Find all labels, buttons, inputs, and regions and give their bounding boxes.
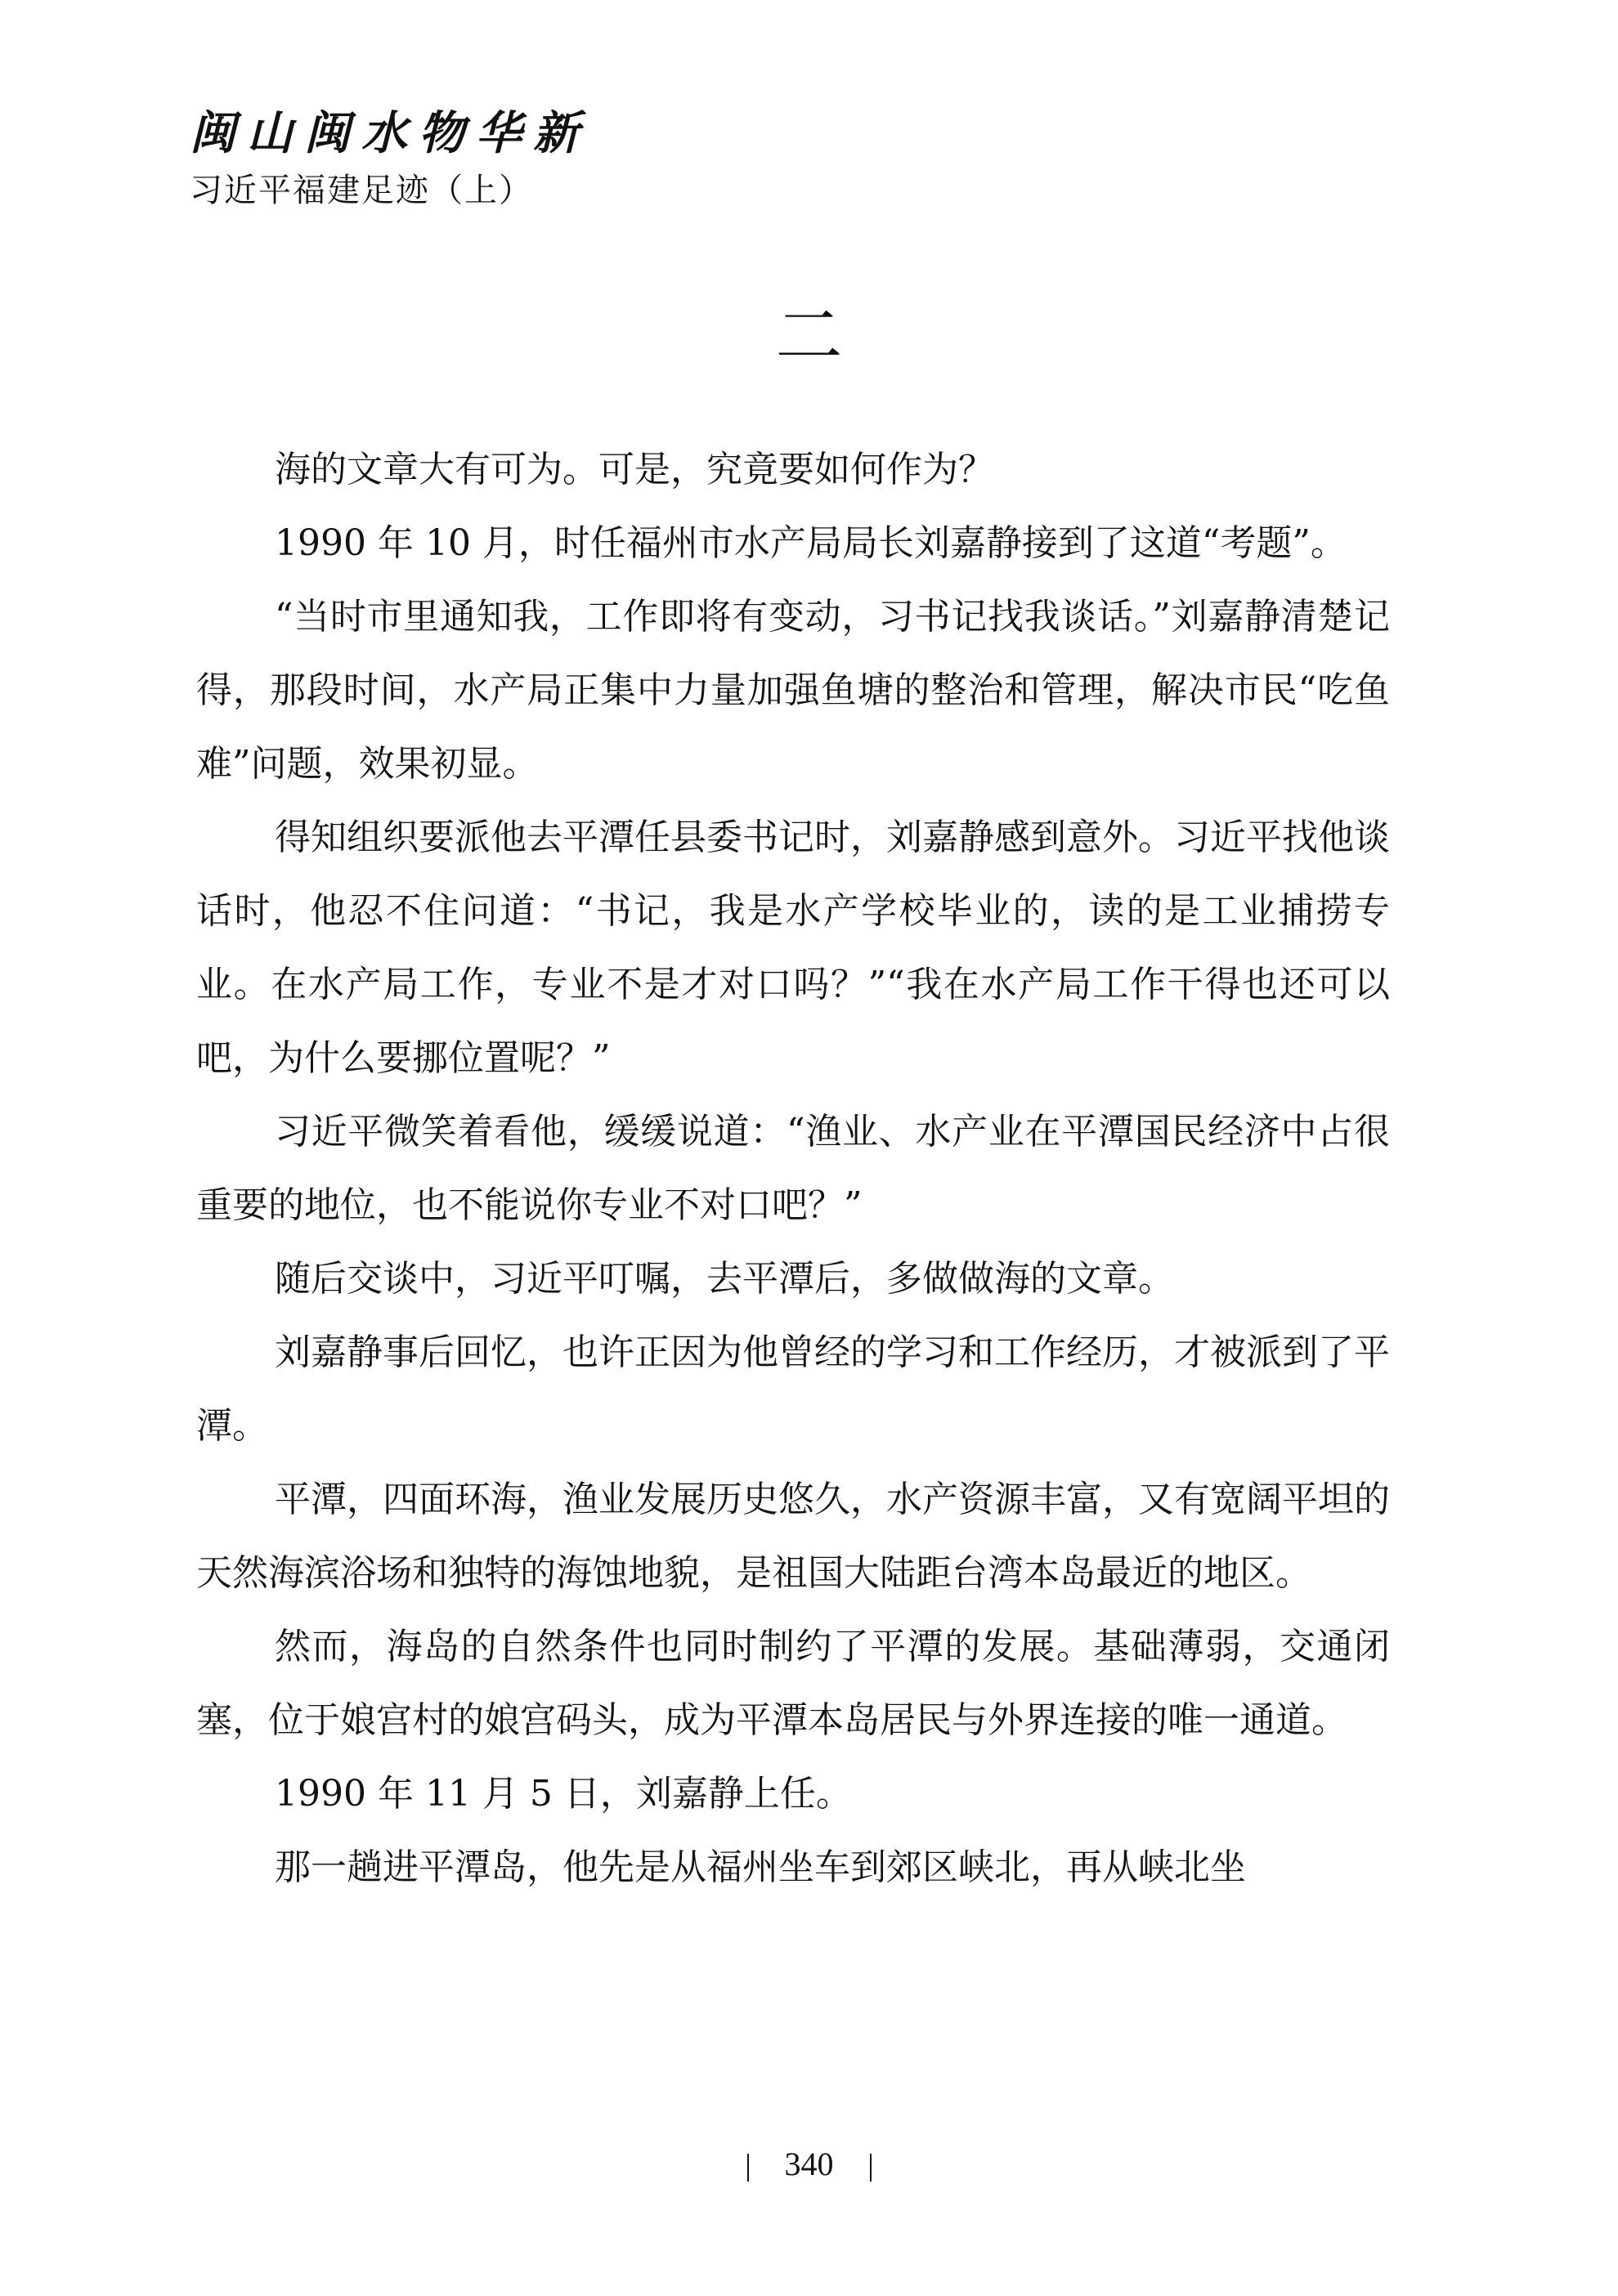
paragraph: “当时市里通知我，工作即将有变动，习书记找我谈话。”刘嘉静清楚记得，那段时间，水产局正集中力量加强鱼塘的整治和管理，解决市民“吃鱼难”问题，效果初显。	[196, 596, 1390, 785]
body-text	[196, 433, 1390, 1904]
paragraph: 习近平微笑着看他，缓缓说道：“渔业、水产业在平潭国民经济中占很重要的地位，也不能说你专业不对口吧？”	[196, 1111, 1390, 1226]
section-number-heading: 二	[775, 298, 843, 375]
paragraph: 那一趟进平潭岛，他先是从福州坐车到郊区峡北，再从峡北坐	[275, 1846, 1246, 1888]
paragraph: 得知组织要派他去平潭任县委书记时，刘嘉静感到意外。习近平找他谈话时，他忍不住问道：“书记，我是水产学校毕业的，读的是工业捕捞专业。在水产局工作，专业不是才对口吗？”“我在水产局工作干得也还可以吧，为什么要挪位置呢？”	[196, 817, 1390, 1079]
paragraph: 海的文章大有可为。可是，究竟要如何作为？	[275, 449, 994, 490]
left-page-bar	[747, 2154, 749, 2182]
paragraph: 刘嘉静事后回忆，也许正因为他曾经的学习和工作经历，才被派到了平潭。	[196, 1332, 1390, 1447]
paragraph: 然而，海岛的自然条件也同时制约了平潭的发展。基础薄弱，交通闭塞，位于娘宫村的娘宫码头，成为平潭本岛居民与外界连接的唯一通道。	[196, 1626, 1390, 1741]
paragraph: 1990 年 10 月，时任福州市水产局局长刘嘉静接到了这道“考题”。	[275, 522, 1347, 564]
right-page-bar	[870, 2154, 872, 2182]
page-footer	[0, 2142, 1618, 2187]
page-number: 340	[784, 2146, 834, 2182]
paragraph: 1990 年 11 月 5 日，刘嘉静上任。	[275, 1773, 852, 1815]
book-title: 闽山闽水物华新	[190, 106, 590, 160]
running-header	[190, 105, 590, 213]
book-subtitle: 习近平福建足迹（上）	[190, 172, 533, 209]
paragraph: 随后交谈中，习近平叮嘱，去平潭后，多做做海的文章。	[275, 1258, 1174, 1300]
paragraph: 平潭，四面环海，渔业发展历史悠久，水产资源丰富，又有宽阔平坦的天然海滨浴场和独特的海蚀地貌，是祖国大陆距台湾本岛最近的地区。	[196, 1479, 1390, 1594]
